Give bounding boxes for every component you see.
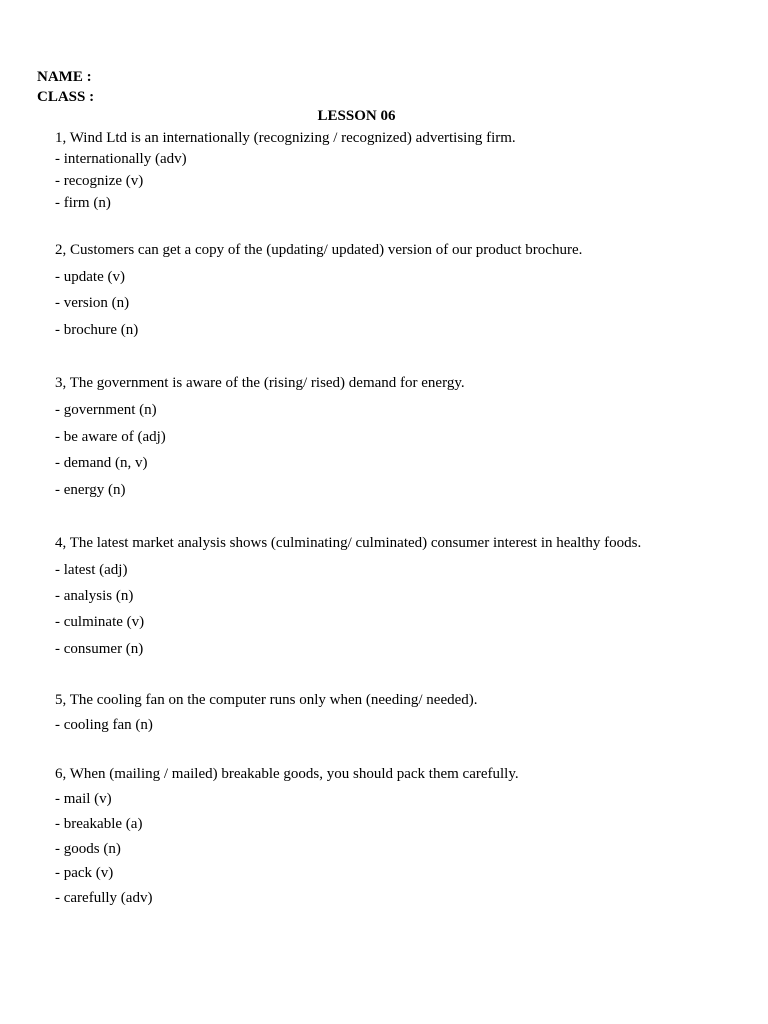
question-6-vocab-2: - breakable (a) <box>55 816 143 832</box>
question-1-vocab-1: - internationally (adv) <box>55 151 187 167</box>
question-6-sentence: 6, When (mailing / mailed) breakable goods, you should pack them carefully. <box>55 766 519 782</box>
name-label: NAME : <box>37 69 92 85</box>
question-6-vocab-1: - mail (v) <box>55 791 112 807</box>
class-label: CLASS : <box>37 89 95 105</box>
question-4-vocab-3: - culminate (v) <box>55 614 145 630</box>
question-4-vocab-2: - analysis (n) <box>55 588 134 604</box>
question-4-vocab-1: - latest (adj) <box>55 562 128 578</box>
question-1-vocab-2: - recognize (v) <box>55 173 144 189</box>
question-6-vocab-5: - carefully (adv) <box>55 890 153 906</box>
question-5-sentence: 5, The cooling fan on the computer runs only when (needing/ needed). <box>55 692 478 708</box>
question-2-vocab-2: - version (n) <box>55 295 130 311</box>
question-5-vocab-1: - cooling fan (n) <box>55 717 153 733</box>
question-6-vocab-4: - pack (v) <box>55 865 114 881</box>
question-2-vocab-1: - update (v) <box>55 269 125 285</box>
question-2-sentence: 2, Customers can get a copy of the (updating/ updated) version of our product brochure. <box>55 242 583 258</box>
question-2-vocab-3: - brochure (n) <box>55 322 139 338</box>
question-1-vocab-3: - firm (n) <box>55 195 111 211</box>
question-4-sentence: 4, The latest market analysis shows (culminating/ culminated) consumer interest in healthy foods. <box>55 535 642 551</box>
question-3-vocab-2: - be aware of (adj) <box>55 429 166 445</box>
question-1-sentence: 1, Wind Ltd is an internationally (recognizing / recognized) advertising firm. <box>55 130 516 146</box>
question-6-vocab-3: - goods (n) <box>55 841 121 857</box>
question-3-vocab-3: - demand (n, v) <box>55 455 148 471</box>
lesson-title: LESSON 06 <box>317 108 396 124</box>
question-3-vocab-4: - energy (n) <box>55 482 126 498</box>
question-3-sentence: 3, The government is aware of the (rising/ rised) demand for energy. <box>55 375 465 391</box>
question-4-vocab-4: - consumer (n) <box>55 641 144 657</box>
question-3-vocab-1: - government (n) <box>55 402 157 418</box>
